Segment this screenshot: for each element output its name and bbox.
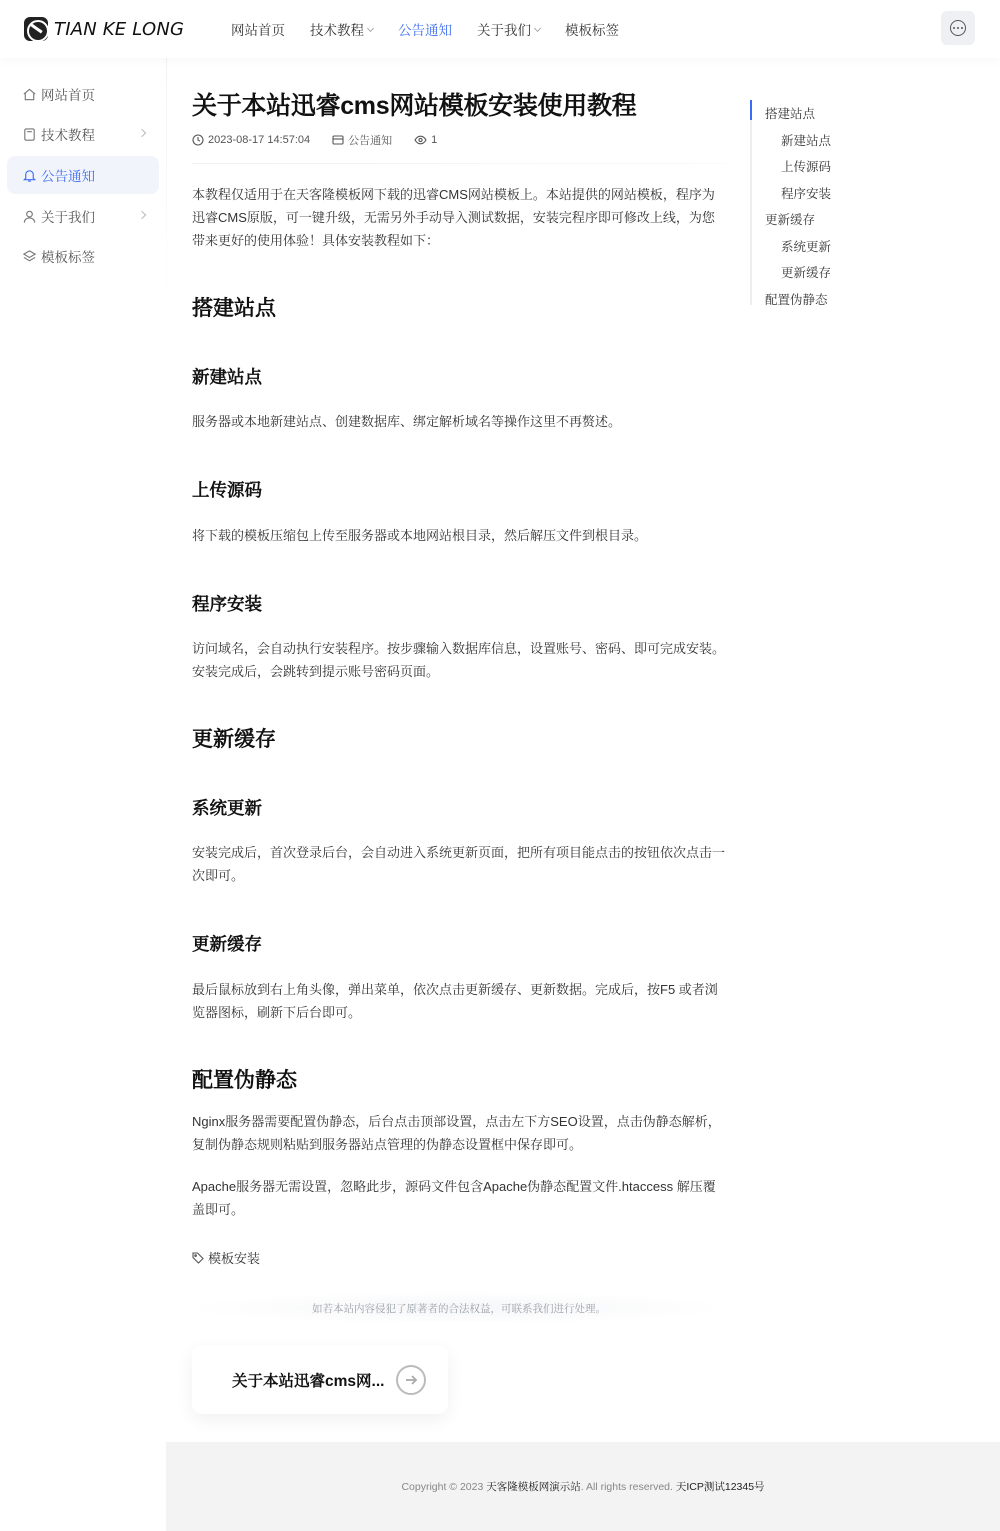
- nav-label: 网站首页: [231, 23, 285, 38]
- toc-item[interactable]: 系统更新: [781, 240, 832, 254]
- category-text: 公告通知: [348, 135, 393, 147]
- nav-label: 技术教程: [310, 23, 364, 38]
- folder-icon: [332, 134, 344, 146]
- page-title: 关于本站迅睿cms网站模板安装使用教程: [192, 92, 637, 120]
- publish-date: [192, 134, 310, 146]
- tag-label: 模板安装: [208, 1251, 261, 1266]
- logo-icon: [24, 17, 48, 41]
- toc-item[interactable]: 新建站点: [781, 134, 832, 148]
- section-heading: 更新缓存: [192, 728, 276, 751]
- clock-icon: [192, 134, 204, 146]
- book-icon: [21, 126, 37, 142]
- article-meta: [192, 133, 459, 147]
- section-heading: 搭建站点: [192, 297, 276, 320]
- subsection-heading: 程序安装: [192, 594, 262, 614]
- nav-item-about[interactable]: [477, 19, 540, 39]
- paragraph: Apache服务器无需设置，忽略此步，源码文件包含Apache伪静态配置文件.htaccess 解压覆盖即可。: [192, 1179, 716, 1217]
- sidebar-item-tags[interactable]: [7, 237, 159, 275]
- subsection-heading: 系统更新: [192, 798, 262, 818]
- nav-item-notices[interactable]: [398, 19, 452, 39]
- eye-icon: [414, 134, 427, 146]
- toc-item[interactable]: 程序安装: [781, 187, 832, 201]
- table-of-contents: [750, 100, 870, 305]
- toc-item[interactable]: 更新缓存: [781, 266, 832, 280]
- chevron-down-icon: [534, 24, 541, 31]
- views-text: 1: [431, 134, 438, 146]
- toc-active-indicator: [750, 100, 752, 120]
- subsection-heading: 上传源码: [192, 480, 262, 500]
- sidebar-item-about[interactable]: [7, 197, 159, 235]
- chevron-right-icon: [138, 129, 146, 137]
- sidebar-item-label: 关于我们: [41, 210, 95, 225]
- paragraph: 最后鼠标放到右上角头像，弹出菜单，依次点击更新缓存、更新数据。完成后，按F5 或者浏览器图标，刷新下后台即可。: [192, 982, 718, 1020]
- nav-label: 公告通知: [398, 23, 452, 38]
- footer-rights: . All rights reserved.: [580, 1480, 673, 1493]
- next-article-card[interactable]: [192, 1345, 448, 1414]
- footer-icp-link[interactable]: 天ICP测试12345号: [675, 1481, 765, 1493]
- article-category[interactable]: [332, 132, 392, 148]
- view-count: [414, 134, 437, 146]
- sidebar-item-tutorials[interactable]: [7, 115, 159, 153]
- subsection-heading: 更新缓存: [192, 934, 262, 954]
- chevron-down-icon: [367, 24, 374, 31]
- nav-item-tags[interactable]: [565, 19, 619, 39]
- footer-site-link[interactable]: 天客隆模板网演示站: [486, 1481, 581, 1493]
- article-intro: 本教程仅适用于在天客隆模板网下载的迅睿CMS网站模板上。本站提供的网站模板，程序为迅睿CMS原版，可一键升级，无需另外手动导入测试数据，安装完程序即可修改上线，为您带来更好的使用体验！具体安装教程如下：: [192, 187, 715, 248]
- sidebar-item-home[interactable]: [7, 75, 159, 113]
- paragraph: 将下载的模板压缩包上传至服务器或本地网站根目录，然后解压文件到根目录。: [192, 528, 648, 543]
- toc-track: [750, 100, 752, 305]
- paragraph: 服务器或本地新建站点、创建数据库、绑定解析域名等操作这里不再赘述。: [192, 414, 622, 429]
- more-icon: [950, 20, 966, 36]
- nav-item-home[interactable]: [231, 19, 285, 39]
- date-text: 2023-08-17 14:57:04: [208, 134, 311, 146]
- sidebar-item-label: 技术教程: [41, 128, 95, 143]
- footer: [166, 1442, 1000, 1531]
- arrow-right-icon: [396, 1365, 426, 1395]
- next-article-title: 关于本站迅睿cms网...: [232, 1372, 385, 1390]
- user-icon: [21, 208, 37, 224]
- top-header: [0, 0, 1000, 58]
- sidebar-item-label: 模板标签: [41, 250, 95, 265]
- section-heading: 配置伪静态: [192, 1069, 297, 1092]
- toc-item[interactable]: 搭建站点: [765, 107, 816, 121]
- toc-item[interactable]: 配置伪静态: [765, 293, 828, 307]
- site-logo[interactable]: [24, 15, 184, 43]
- sidebar: [0, 58, 166, 328]
- paragraph: 访问域名，会自动执行安装程序。按步骤输入数据库信息，设置账号、密码、即可完成安装。安装完成后，会跳转到提示账号密码页面。: [192, 641, 726, 679]
- sidebar-item-notices[interactable]: [7, 156, 159, 194]
- toc-item[interactable]: 上传源码: [781, 160, 832, 174]
- home-icon: [21, 86, 37, 102]
- layers-icon: [21, 248, 37, 264]
- main-nav: [231, 0, 644, 58]
- more-menu-button[interactable]: [941, 11, 975, 45]
- footer-copyright: Copyright © 2023: [401, 1480, 484, 1493]
- sidebar-item-label: 网站首页: [41, 88, 95, 103]
- nav-label: 模板标签: [565, 23, 619, 38]
- article-tag[interactable]: [192, 1248, 260, 1267]
- sidebar-item-label: 公告通知: [41, 169, 95, 184]
- copyright-notice: 如若本站内容侵犯了原著者的合法权益，可联系我们进行处理。: [192, 1292, 726, 1324]
- nav-label: 关于我们: [477, 23, 531, 38]
- paragraph: Nginx服务器需要配置伪静态，后台点击顶部设置，点击左下方SEO设置，点击伪静态解析，复制伪静态规则粘贴到服务器站点管理的伪静态设置框中保存即可。: [192, 1114, 721, 1152]
- logo-text: TIAN KE LONG: [54, 18, 185, 40]
- sidebar-divider: [166, 58, 167, 328]
- chevron-right-icon: [138, 211, 146, 219]
- bell-icon: [21, 167, 37, 183]
- subsection-heading: 新建站点: [192, 367, 262, 387]
- tag-icon: [192, 1252, 204, 1264]
- meta-divider: [192, 163, 726, 164]
- paragraph: 安装完成后，首次登录后台，会自动进入系统更新页面，把所有项目能点击的按钮依次点击一次即可。: [192, 845, 726, 883]
- nav-item-tutorials[interactable]: [310, 19, 373, 39]
- toc-item[interactable]: 更新缓存: [765, 213, 816, 227]
